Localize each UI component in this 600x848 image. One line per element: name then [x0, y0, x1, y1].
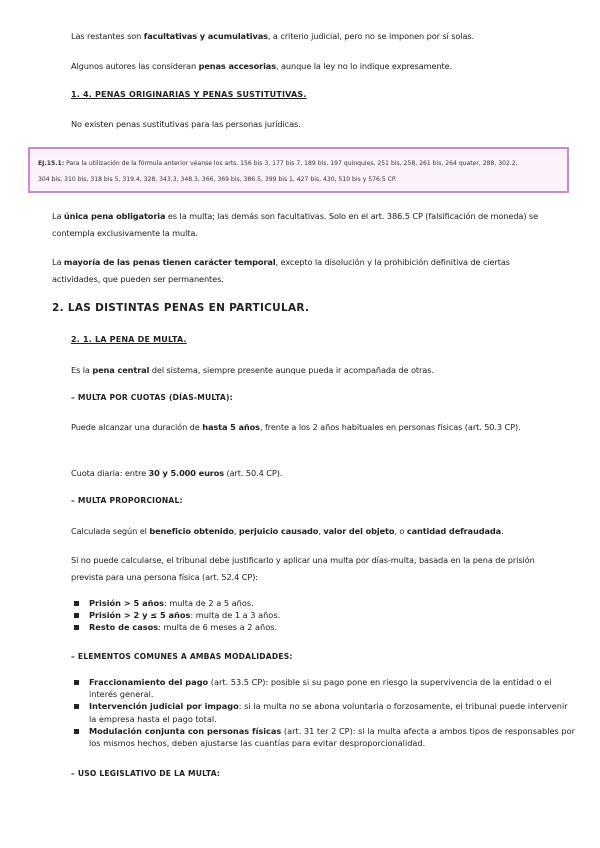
- list-item: Prisión > 2 y ≤ 5 años: multa de 1 a 3 años.: [71, 609, 576, 621]
- list-item: Fraccionamiento del pago (art. 53.5 CP): posible si su pago pone en riesgo la supervivencia de la entidad o el interés general.: [71, 676, 576, 700]
- list-item: Intervención judicial por impago: si la multa no se abona voluntaria o forzosamente, el tribunal puede intervenir la empresa hasta el pago total.: [71, 700, 576, 724]
- list-item: Resto de casos: multa de 6 meses a 2 años.: [71, 621, 576, 633]
- paragraph-calculada: Calculada según el beneficio obtenido, perjuicio causado, valor del objeto, o cantidad defraudada.: [71, 526, 504, 536]
- heading-2-1: 2. 1. LA PENA DE MULTA.: [71, 335, 187, 344]
- paragraph-pena-central: Es la pena central del sistema, siempre presente aunque pueda ir acompañada de otras.: [71, 365, 434, 375]
- paragraph-accesorias: Algunos autores las consideran penas accesorias, aunque la ley no lo indique expresamente.: [71, 61, 453, 71]
- list-elementos-comunes: [71, 676, 576, 749]
- heading-section-2: 2. LAS DISTINTAS PENAS EN PARTICULAR.: [52, 302, 310, 314]
- list-prision-tramos: [71, 597, 576, 634]
- paragraph-temporal: La mayoría de las penas tienen carácter temporal, excepto la disolución y la prohibición definitiva de ciertas actividades, que pueden ser permanentes.: [52, 257, 510, 284]
- list-item: Modulación conjunta con personas físicas (art. 31 ter 2 CP): si la multa afecta a ambos tipos de responsables por los mismos hechos, deben ajustarse las cuantías para evitar desproporcionalidad.: [71, 725, 576, 749]
- list-item: Prisión > 5 años: multa de 2 a 5 años.: [71, 597, 576, 609]
- heading-multa-proporcional: – MULTA PROPORCIONAL:: [71, 496, 183, 505]
- paragraph-si-no-puede: Si no puede calcularse, el tribunal debe justificarlo y aplicar una multa por días-multa, basada en la pena de prisión prevista para una persona física (art. 52.4 CP):: [71, 555, 535, 582]
- paragraph-cuota-diaria: Cuota diaria: entre 30 y 5.000 euros (art. 50.4 CP).: [71, 468, 283, 478]
- example-note-box: EJ.15.1: Para la utilización de la fórmula anterior véanse los arts. 156 bis 3, 177 bis 7, 189 bis, 197 quinquies, 251 bis, 258, 261 bis, 264 quater, 288, 302.2, 304 bis, 310 bis, 318 bis 5, 319.4, 328, 343.3, 348.3, 366, 369 bis, 386.5, 399 bis 1, 427 bis, 430, 510 bis y 576.5 CP.: [28, 147, 569, 193]
- heading-uso-legislativo: – USO LEGISLATIVO DE LA MULTA:: [71, 769, 221, 778]
- paragraph-duracion: Puede alcanzar una duración de hasta 5 años, frente a los 2 años habituales en personas físicas (art. 50.3 CP).: [71, 422, 521, 432]
- paragraph-unica-pena: La única pena obligatoria es la multa; las demás son facultativas. Solo en el art. 386.5 CP (falsificación de moneda) se contempla exclusivamente la multa.: [52, 211, 539, 238]
- heading-elementos-comunes: – ELEMENTOS COMUNES A AMBAS MODALIDADES:: [71, 652, 293, 661]
- paragraph-no-sustitutivas: No existen penas sustitutivas para las personas jurídicas.: [71, 119, 301, 129]
- heading-1-4: 1. 4. PENAS ORIGINARIAS Y PENAS SUSTITUTIVAS.: [71, 90, 307, 99]
- heading-multa-cuotas: – MULTA POR CUOTAS (DÍAS-MULTA):: [71, 393, 233, 402]
- paragraph-facultativas: Las restantes son facultativas y acumulativas, a criterio judicial, pero no se imponen por sí solas.: [71, 31, 475, 41]
